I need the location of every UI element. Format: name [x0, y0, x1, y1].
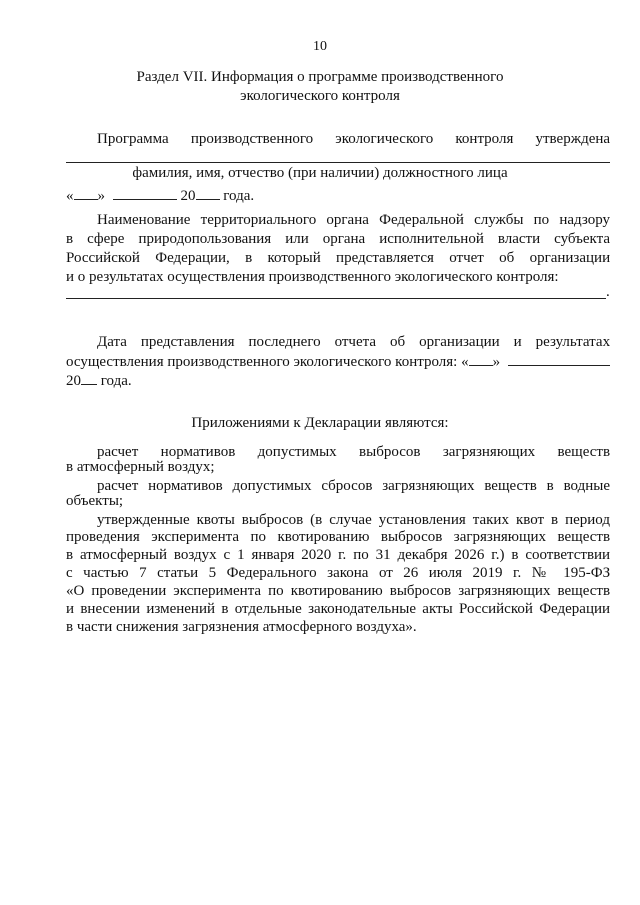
year-blank	[196, 186, 220, 200]
year-blank	[81, 371, 97, 385]
territorial-line-2: в сфере природопользования или органа исполнительной власти субъекта	[66, 231, 611, 247]
attachment-2-line-2: объекты;	[66, 493, 124, 509]
quote-close: »	[97, 188, 105, 204]
word: утверждена	[535, 131, 611, 147]
attachment-1-line-1: расчет нормативов допустимых выбросов загрязняющих веществ	[97, 444, 611, 460]
day-blank	[74, 186, 98, 200]
word: производственного	[190, 131, 314, 147]
attachment-3-line-3: в атмосферный воздух с 1 января 2020 г. по 31 декабря 2026 г.) в соответствии	[66, 547, 611, 563]
attachment-3-line-6: и внесении изменений в отдельные законодательные акты Российской Федерации	[66, 601, 611, 617]
territorial-line-1: Наименование территориального органа Федеральной службы по надзору	[97, 212, 610, 228]
page-number: 10	[313, 39, 327, 54]
year-prefix: 20	[180, 188, 196, 204]
section-title	[80, 68, 560, 106]
year-suffix: года.	[223, 188, 255, 204]
last-report-line-2: осуществления производственного экологического контроля: « »	[66, 352, 610, 372]
attachment-3-line-5: «О проведении эксперимента по квотированию выбросов загрязняющих веществ	[66, 583, 611, 599]
section-title-line-1: Раздел VII. Информация о программе производственного	[136, 69, 504, 85]
word: контроля	[455, 131, 514, 147]
territorial-end-period: .	[606, 284, 610, 300]
attachment-3-line-1: утвержденные квоты выбросов (в случае установления таких квот в период	[97, 512, 611, 528]
territorial-blank-line	[66, 298, 606, 299]
quote-open: «	[66, 188, 74, 204]
last-report-year: 20 года.	[66, 373, 132, 389]
attachment-3-line-7: в части снижения загрязнения атмосферного воздуха».	[66, 619, 417, 635]
signature-blank-line	[66, 162, 610, 163]
month-blank	[508, 352, 610, 366]
month-blank	[113, 186, 177, 200]
territorial-line-4: и о результатах осуществления производственного экологического контроля:	[66, 269, 559, 285]
attachments-heading: Приложениями к Декларации являются:	[191, 415, 449, 431]
official-name-caption: фамилия, имя, отчество (при наличии) должностного лица	[132, 165, 508, 181]
word: экологического	[335, 131, 434, 147]
section-title-line-2: экологического контроля	[240, 88, 400, 104]
attachment-2-line-1: расчет нормативов допустимых сбросов загрязняющих веществ в водные	[97, 478, 611, 494]
approval-line	[97, 130, 610, 149]
last-report-line-1: Дата представления последнего отчета об организации и результатах	[97, 334, 611, 350]
word: Программа	[97, 131, 169, 147]
attachment-3-line-4: с частью 7 статьи 5 Федерального закона от 26 июля 2019 г. № 195-ФЗ	[66, 565, 611, 581]
attachment-3-line-2: проведения эксперимента по квотированию выбросов загрязняющих веществ	[66, 529, 611, 545]
day-blank	[469, 352, 493, 366]
attachment-1-line-2: в атмосферный воздух;	[66, 459, 215, 475]
approval-date	[66, 186, 254, 206]
territorial-line-3: Российской Федерации, в который представляется отчет об организации	[66, 250, 611, 266]
